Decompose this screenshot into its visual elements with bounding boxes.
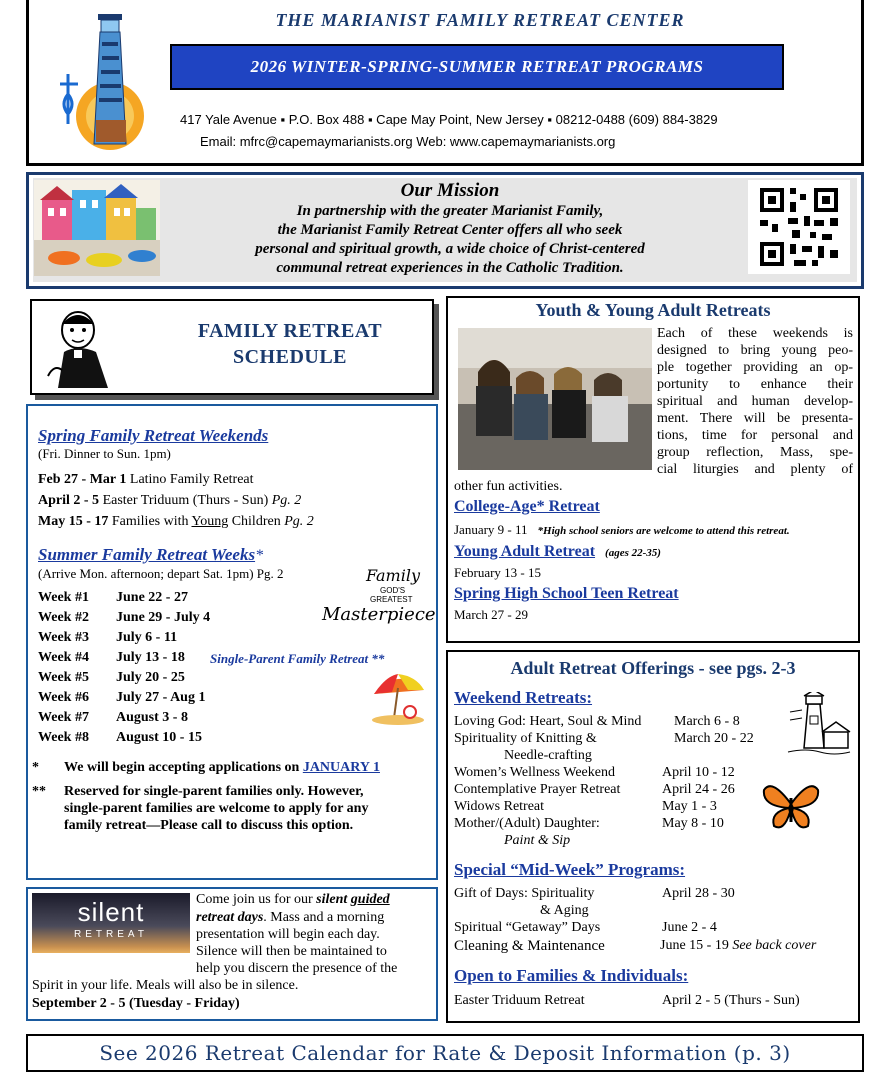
summer-weeks-heading: Summer Family Retreat Weeks bbox=[38, 545, 256, 564]
silent-retreat-logo bbox=[32, 893, 190, 953]
weekend-retreat-name: Needle-crafting bbox=[504, 748, 592, 763]
weekend-retreat-date: May 8 - 10 bbox=[662, 816, 724, 831]
spring-weekend-desc-2: Children bbox=[228, 514, 285, 529]
spring-weekend-date: April 2 - 5 bbox=[38, 493, 100, 508]
youth-retreats-title: Youth & Young Adult Retreats bbox=[535, 300, 771, 320]
silent-text-part: . Mass and a morning bbox=[263, 910, 385, 925]
week-number: Week #5 bbox=[38, 670, 89, 685]
midweek-program-date-row bbox=[660, 938, 816, 954]
silent-text-line-4: Silence will then be maintained to bbox=[196, 944, 387, 959]
weekend-retreat-name: Contemplative Prayer Retreat bbox=[454, 782, 621, 797]
adult-retreats-title: Adult Retreat Offerings - see pgs. 2-3 bbox=[510, 658, 796, 678]
silent-text-part: Come join us for our bbox=[196, 892, 317, 907]
week-number: Week #7 bbox=[38, 710, 89, 725]
spring-weekend-row bbox=[38, 472, 254, 488]
beach-umbrella-icon bbox=[368, 668, 428, 726]
open-to-families-heading: Open to Families & Individuals: bbox=[454, 966, 689, 985]
week-dates: July 20 - 25 bbox=[116, 670, 185, 685]
youth-description-last: other fun activities. bbox=[454, 479, 563, 494]
silent-text-line-5: help you discern the presence of the bbox=[196, 961, 398, 976]
single-parent-note: Single-Parent Family Retreat ** bbox=[210, 651, 385, 666]
youth-description-line: ple together providing an op- bbox=[657, 360, 853, 375]
midweek-program-date: June 2 - 4 bbox=[662, 920, 717, 935]
youth-description-line: Each of these weekends is bbox=[657, 326, 853, 341]
see-back-cover-note: See back cover bbox=[728, 938, 817, 953]
january-1-link[interactable]: JANUARY 1 bbox=[302, 760, 380, 775]
week-number: Week #6 bbox=[38, 690, 89, 705]
weekend-retreat-name: Women’s Wellness Weekend bbox=[454, 765, 615, 780]
note1-row bbox=[64, 760, 380, 776]
young-adult-heading: Young Adult Retreat bbox=[454, 543, 596, 560]
weekend-retreat-date: May 1 - 3 bbox=[662, 799, 717, 814]
mission-line-1: In partnership with the greater Marianist Family, bbox=[296, 203, 604, 219]
summer-weeks-note: (Arrive Mon. afternoon; depart Sat. 1pm) Pg. 2 bbox=[38, 566, 284, 581]
silent-logo-sub: RETREAT bbox=[74, 929, 148, 940]
note1-mark: * bbox=[32, 760, 39, 775]
village-painting-image bbox=[34, 180, 160, 276]
youth-description-line: group reflection, Mass, spe- bbox=[657, 445, 853, 460]
midweek-heading: Special “Mid-Week” Programs: bbox=[454, 860, 686, 879]
midweek-program-name: & Aging bbox=[540, 903, 589, 918]
monarch-butterfly-icon bbox=[762, 776, 820, 834]
father-chaminade-sketch-image bbox=[40, 304, 126, 390]
masterpiece-word-greatest: GREATEST bbox=[370, 595, 413, 604]
silent-logo-word: silent bbox=[77, 897, 145, 927]
weekend-retreat-date: April 24 - 26 bbox=[662, 782, 735, 797]
silent-text-emphasis: retreat days bbox=[196, 910, 264, 925]
note2-line: Reserved for single-parent families only. However, bbox=[64, 784, 364, 799]
young-adults-photo bbox=[458, 328, 652, 470]
spring-weekend-page: Pg. 2 bbox=[284, 514, 314, 529]
silent-retreat-date: September 2 - 5 (Tuesday - Friday) bbox=[32, 996, 240, 1011]
note2-mark: ** bbox=[32, 784, 46, 799]
open-program-name: Easter Triduum Retreat bbox=[454, 993, 585, 1008]
week-number: Week #2 bbox=[38, 610, 89, 625]
spring-weekend-date: May 15 - 17 bbox=[38, 514, 109, 529]
week-dates: August 3 - 8 bbox=[116, 710, 188, 725]
masterpiece-word-masterpiece: Masterpiece bbox=[322, 604, 436, 625]
lighthouse-sketch-icon bbox=[786, 692, 852, 760]
youth-description-line: portunity to enhance their bbox=[657, 377, 853, 392]
footer-rate-info: See 2026 Retreat Calendar for Rate & Deposit Information (p. 3) bbox=[26, 1034, 864, 1072]
contact-line[interactable]: Email: mfrc@capemaymarianists.org Web: www.capemaymarianists.org bbox=[200, 134, 616, 149]
silent-text-emphasis: silent bbox=[316, 892, 348, 907]
mission-line-3: personal and spiritual growth, a wide choice of Christ-centered bbox=[255, 241, 645, 257]
mission-line-4: communal retreat experiences in the Catholic Tradition. bbox=[276, 260, 624, 276]
spring-weekend-desc: Latino Family Retreat bbox=[126, 472, 254, 487]
weekend-retreat-name: Paint & Sip bbox=[504, 833, 571, 848]
program-banner: 2026 WINTER-SPRING-SUMMER RETREAT PROGRAMS bbox=[170, 44, 784, 90]
midweek-program-date: June 15 - 19 bbox=[660, 938, 729, 953]
youth-description-line: spiritual and human develop- bbox=[657, 394, 853, 409]
weekend-retreat-name: Loving God: Heart, Soul & Mind bbox=[454, 714, 642, 729]
silent-text-line-3: presentation will begin each day. bbox=[196, 927, 380, 942]
week-dates: July 27 - Aug 1 bbox=[116, 690, 206, 705]
mission-line-2: the Marianist Family Retreat Center offers all who seek bbox=[277, 222, 623, 238]
weekend-retreat-date: April 10 - 12 bbox=[662, 765, 735, 780]
note2-line: single-parent families are welcome to apply for any bbox=[64, 801, 369, 816]
silent-text-line-2 bbox=[196, 910, 384, 926]
teen-retreat-date: March 27 - 29 bbox=[454, 607, 529, 622]
midweek-program-name: Cleaning & Maintenance bbox=[454, 938, 605, 954]
college-age-heading: College-Age* Retreat bbox=[454, 498, 600, 515]
midweek-program-name: Spiritual “Getaway” Days bbox=[454, 920, 601, 935]
spring-weekend-row bbox=[38, 514, 314, 530]
week-dates: July 6 - 11 bbox=[116, 630, 178, 645]
weekend-retreat-name: Widows Retreat bbox=[454, 799, 545, 814]
young-adult-heading-row bbox=[454, 543, 661, 561]
family-masterpiece-graphic bbox=[322, 556, 434, 640]
weekend-retreat-name: Mother/(Adult) Daughter: bbox=[454, 816, 600, 831]
summer-weeks-star: * bbox=[255, 547, 264, 564]
note2-line: family retreat—Please call to discuss this option. bbox=[64, 818, 354, 833]
spring-weekends-note: (Fri. Dinner to Sun. 1pm) bbox=[38, 446, 171, 461]
spring-weekend-row bbox=[38, 493, 301, 509]
silent-text-emphasis: guided bbox=[350, 892, 390, 907]
week-dates: June 29 - July 4 bbox=[116, 610, 211, 625]
college-age-note: *High school seniors are welcome to attend this retreat. bbox=[537, 525, 790, 537]
weekend-retreats-heading: Weekend Retreats: bbox=[454, 688, 593, 707]
summer-weeks-heading-row bbox=[38, 545, 263, 565]
mission-title: Our Mission bbox=[400, 180, 500, 201]
org-title: THE MARIANIST FAMILY RETREAT CENTER bbox=[275, 10, 685, 30]
family-schedule-title-line-1: FAMILY RETREAT bbox=[197, 320, 383, 342]
midweek-program-name: Gift of Days: Spirituality bbox=[454, 886, 595, 901]
masterpiece-word-gods: GOD'S bbox=[380, 586, 406, 595]
open-program-date: April 2 - 5 (Thurs - Sun) bbox=[662, 993, 800, 1008]
weekend-retreat-date: March 20 - 22 bbox=[674, 731, 754, 746]
spring-weekends-heading: Spring Family Retreat Weekends bbox=[38, 426, 269, 445]
silent-text-line-6: Spirit in your life. Meals will also be in silence. bbox=[32, 978, 299, 993]
youth-description-line: designed to bring young peo- bbox=[657, 343, 853, 358]
week-dates: July 13 - 18 bbox=[116, 650, 185, 665]
midweek-program-date: April 28 - 30 bbox=[662, 886, 735, 901]
college-age-date: January 9 - 11 bbox=[454, 522, 528, 537]
spring-weekend-page: Pg. 2 bbox=[271, 493, 302, 508]
note1-text: We will begin accepting applications on bbox=[64, 760, 303, 775]
week-number: Week #8 bbox=[38, 730, 89, 745]
spring-weekend-desc: Easter Triduum (Thurs - Sun) bbox=[99, 493, 272, 508]
youth-description-line: tions, time for personal and bbox=[657, 428, 853, 443]
masterpiece-word-family: Family bbox=[366, 566, 420, 585]
week-dates: August 10 - 15 bbox=[116, 730, 202, 745]
youth-description-line: ment. There will be presenta- bbox=[657, 411, 853, 426]
spring-weekend-desc-underline: Young bbox=[191, 514, 229, 529]
teen-retreat-heading: Spring High School Teen Retreat bbox=[454, 585, 679, 602]
youth-description-line: cial liturgies and plenty of bbox=[657, 462, 853, 477]
address-line: 417 Yale Avenue ▪ P.O. Box 488 ▪ Cape May Point, New Jersey ▪ 08212-0488 (609) 884-3829 bbox=[180, 112, 718, 127]
weekend-retreat-name: Spirituality of Knitting & bbox=[454, 731, 597, 746]
qr-code[interactable] bbox=[748, 180, 850, 274]
week-number: Week #4 bbox=[38, 650, 89, 665]
weekend-retreat-date: March 6 - 8 bbox=[674, 714, 740, 729]
week-dates: June 22 - 27 bbox=[116, 590, 188, 605]
young-adult-date: February 13 - 15 bbox=[454, 565, 542, 580]
lighthouse-logo bbox=[58, 4, 148, 154]
college-age-row bbox=[454, 521, 790, 539]
spring-weekend-desc: Families with bbox=[108, 514, 192, 529]
family-schedule-title-line-2: SCHEDULE bbox=[232, 346, 348, 368]
silent-text-line-1 bbox=[196, 892, 390, 908]
week-number: Week #1 bbox=[38, 590, 89, 605]
spring-weekend-date: Feb 27 - Mar 1 bbox=[38, 472, 127, 487]
young-adult-ages: (ages 22-35) bbox=[605, 547, 661, 559]
week-number: Week #3 bbox=[38, 630, 89, 645]
